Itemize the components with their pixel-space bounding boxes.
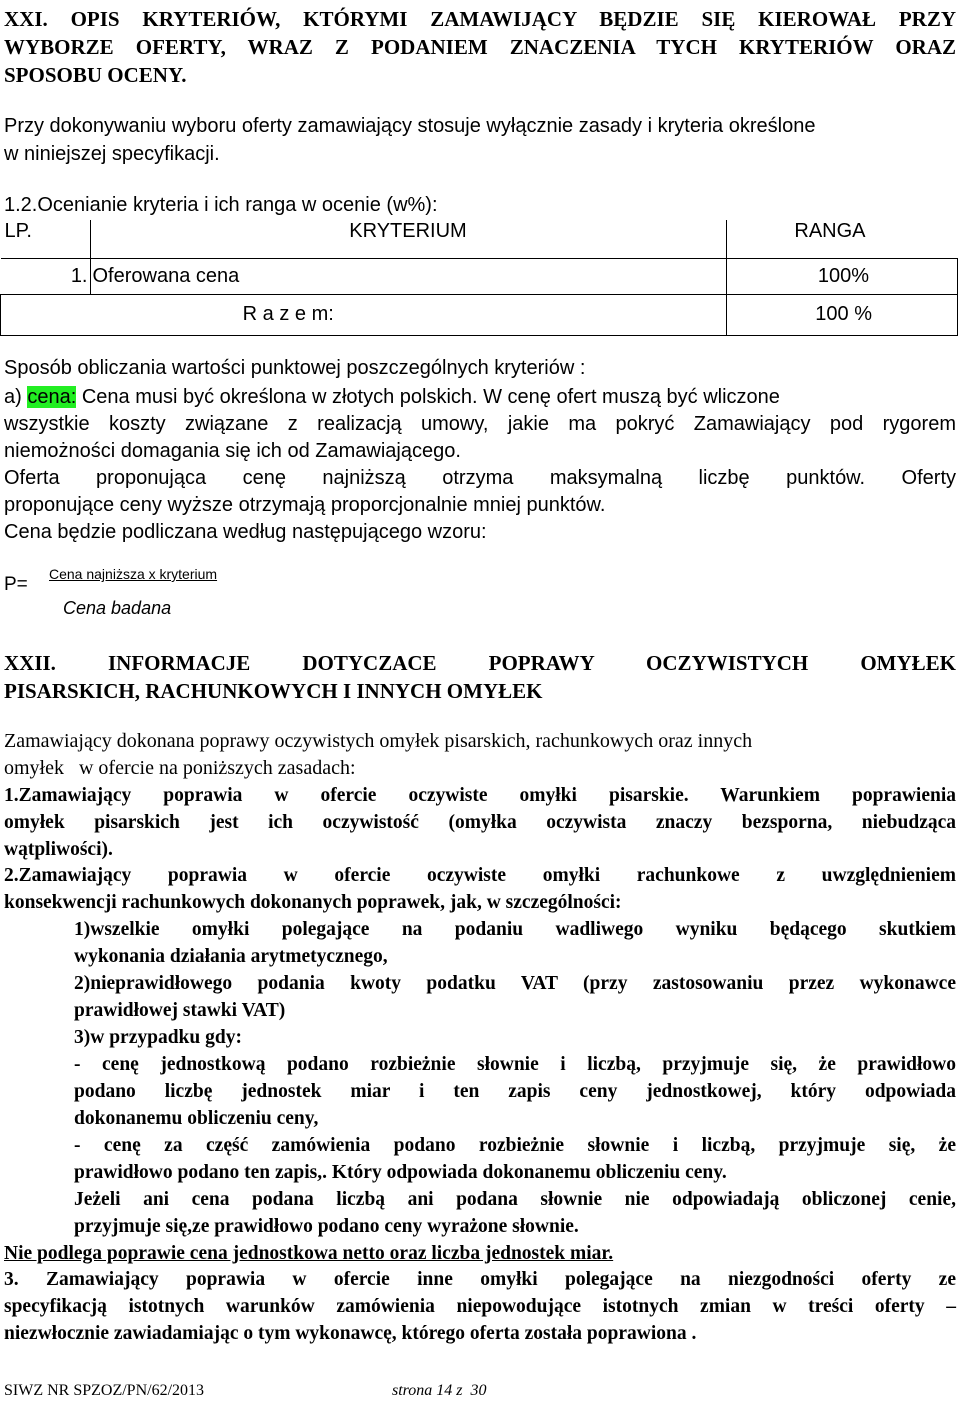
subheading: 1.2.Ocenianie kryteria i ich ranga w ocenie (w%):	[4, 194, 438, 216]
criterion-text: wszystkie koszty związane z realizacją umowy, jakie ma pokryć Zamawiający pod rygorem	[4, 413, 956, 435]
rule-text: 3. Zamawiający poprawia w ofercie inne omyłki polegające na niezgodności oferty ze	[4, 1269, 956, 1290]
rule-text: konsekwencji rachunkowych dokonanych poprawek, jak, w szczególności:	[4, 892, 622, 913]
section-heading-line: XXII. INFORMACJE DOTYCZACE POPRAWY OCZYWISTYCH OMYŁEK	[4, 651, 956, 675]
formula-numerator: Cena najniższa x kryterium	[49, 566, 218, 582]
note-text: Nie podlega poprawie cena jednostkowa netto oraz liczba jednostek miar.	[4, 1243, 614, 1264]
formula-lhs: P=	[4, 574, 28, 595]
rule-item: wykonania działania arytmetycznego,	[74, 946, 388, 967]
criteria-table	[0, 220, 958, 336]
criterion-a-prefix: a)	[4, 386, 28, 408]
rule-text: wątpliwości).	[4, 839, 113, 860]
rule-text: omyłek pisarskich jest ich oczywistość (omyłka oczywista znaczy bezsporna, niebudząca	[4, 812, 956, 833]
section-heading-line: XXI. OPIS KRYTERIÓW, KTÓRYMI ZAMAWIJĄCY BĘDZIE SIĘ KIEROWAŁ PRZY	[4, 7, 956, 31]
rule-item: 1)wszelkie omyłki polegające na podaniu wadliwego wyniku będącego skutkiem	[74, 919, 956, 940]
header-lp: LP.	[1, 220, 91, 258]
rule-item: podano liczbę jednostek miar i ten zapis ceny jednostkowej, który odpowiada	[74, 1081, 956, 1102]
criterion-a-cont: W cenę ofert muszą być wliczone	[477, 386, 780, 408]
table-header-row	[1, 220, 958, 258]
rule-item: - cenę za część zamówienia podano rozbieżnie słownie i liczbą, przyjmuje się, że	[74, 1135, 956, 1156]
section-heading-line: SPOSOBU OCENY.	[4, 63, 187, 87]
row-kryterium: Oferowana cena	[90, 258, 726, 294]
formula-denominator: Cena badana	[63, 598, 172, 618]
rule-item: 3)w przypadku gdy:	[74, 1027, 242, 1048]
formula-intro: Cena będzie podliczana według następującego wzoru:	[4, 521, 487, 543]
criterion-a-highlight: cena:	[27, 386, 77, 408]
row-lp: 1.	[1, 258, 91, 294]
rule-text: specyfikacją istotnych warunków zamówienia niepowodujące istotnych zmian w treści oferty –	[4, 1296, 956, 1317]
table-total-row	[1, 294, 958, 335]
rule-item: dokonanemu obliczeniu ceny,	[74, 1108, 319, 1129]
rule-text: niezwłocznie zawiadamiając o tym wykonawcę, którego oferta została poprawiona .	[4, 1323, 697, 1344]
criterion-a-line	[4, 384, 780, 411]
row-ranga: 100%	[726, 258, 958, 294]
header-ranga: RANGA	[726, 220, 958, 258]
header-kryterium: KRYTERIUM	[90, 220, 726, 258]
method-text: Sposób obliczania wartości punktowej poszczególnych kryteriów :	[4, 357, 586, 379]
rule-item: prawidłowo podano ten zapis,. Który odpowiada dokonanemu obliczeniu ceny.	[74, 1162, 727, 1183]
footer-page-number: strona 14 z 30	[392, 1382, 487, 1399]
criterion-text: proponujące ceny wyższe otrzymają proporcjonalnie mniej punktów.	[4, 494, 606, 516]
criterion-text: Oferta proponująca cenę najniższą otrzyma maksymalną liczbę punktów. Oferty	[4, 467, 956, 489]
intro-text: Przy dokonywaniu wyboru oferty zamawiający stosuje wyłącznie zasady i kryteria określone	[4, 115, 816, 137]
rule-text: 2.Zamawiający poprawia w ofercie oczywiste omyłki rachunkowe z uwzględnieniem	[4, 865, 956, 886]
intro-text: Zamawiający dokonana poprawy oczywistych omyłek pisarskich, rachunkowych oraz innych	[4, 730, 753, 752]
criterion-text: niemożności domagania się ich od Zamawiającego.	[4, 440, 461, 462]
rule-item: - cenę jednostkową podano rozbieżnie słownie i liczbą, przyjmuje się, że prawidłowo	[74, 1054, 956, 1075]
rule-text: 1.Zamawiający poprawia w ofercie oczywiste omyłki pisarskie. Warunkiem poprawienia	[4, 785, 956, 806]
rule-item: prawidłowej stawki VAT)	[74, 1000, 286, 1021]
intro-text: w niniejszej specyfikacji.	[4, 143, 220, 165]
table-row	[1, 258, 958, 294]
total-value: 100 %	[726, 294, 958, 335]
total-label: R a z e m:	[1, 294, 727, 335]
rule-item: Jeżeli ani cena podana liczbą ani podana słownie nie odpowiadają obliczonej cenie,	[74, 1189, 956, 1210]
criterion-a-text: Cena musi być określona w złotych polskich.	[76, 386, 478, 408]
section-heading-line: PISARSKICH, RACHUNKOWYCH I INNYCH OMYŁEK	[4, 679, 543, 703]
section-heading-line: WYBORZE OFERTY, WRAZ Z PODANIEM ZNACZENIA TYCH KRYTERIÓW ORAZ	[4, 35, 956, 59]
intro-text: omyłek w ofercie na poniższych zasadach:	[4, 757, 356, 779]
footer-ref: SIWZ NR SPZOZ/PN/62/2013	[4, 1382, 205, 1399]
rule-item: przyjmuje się,ze prawidłowo podano ceny wyrażone słownie.	[74, 1216, 579, 1237]
rule-item: 2)nieprawidłowego podania kwoty podatku VAT (przy zastosowaniu przez wykonawce	[74, 973, 956, 994]
